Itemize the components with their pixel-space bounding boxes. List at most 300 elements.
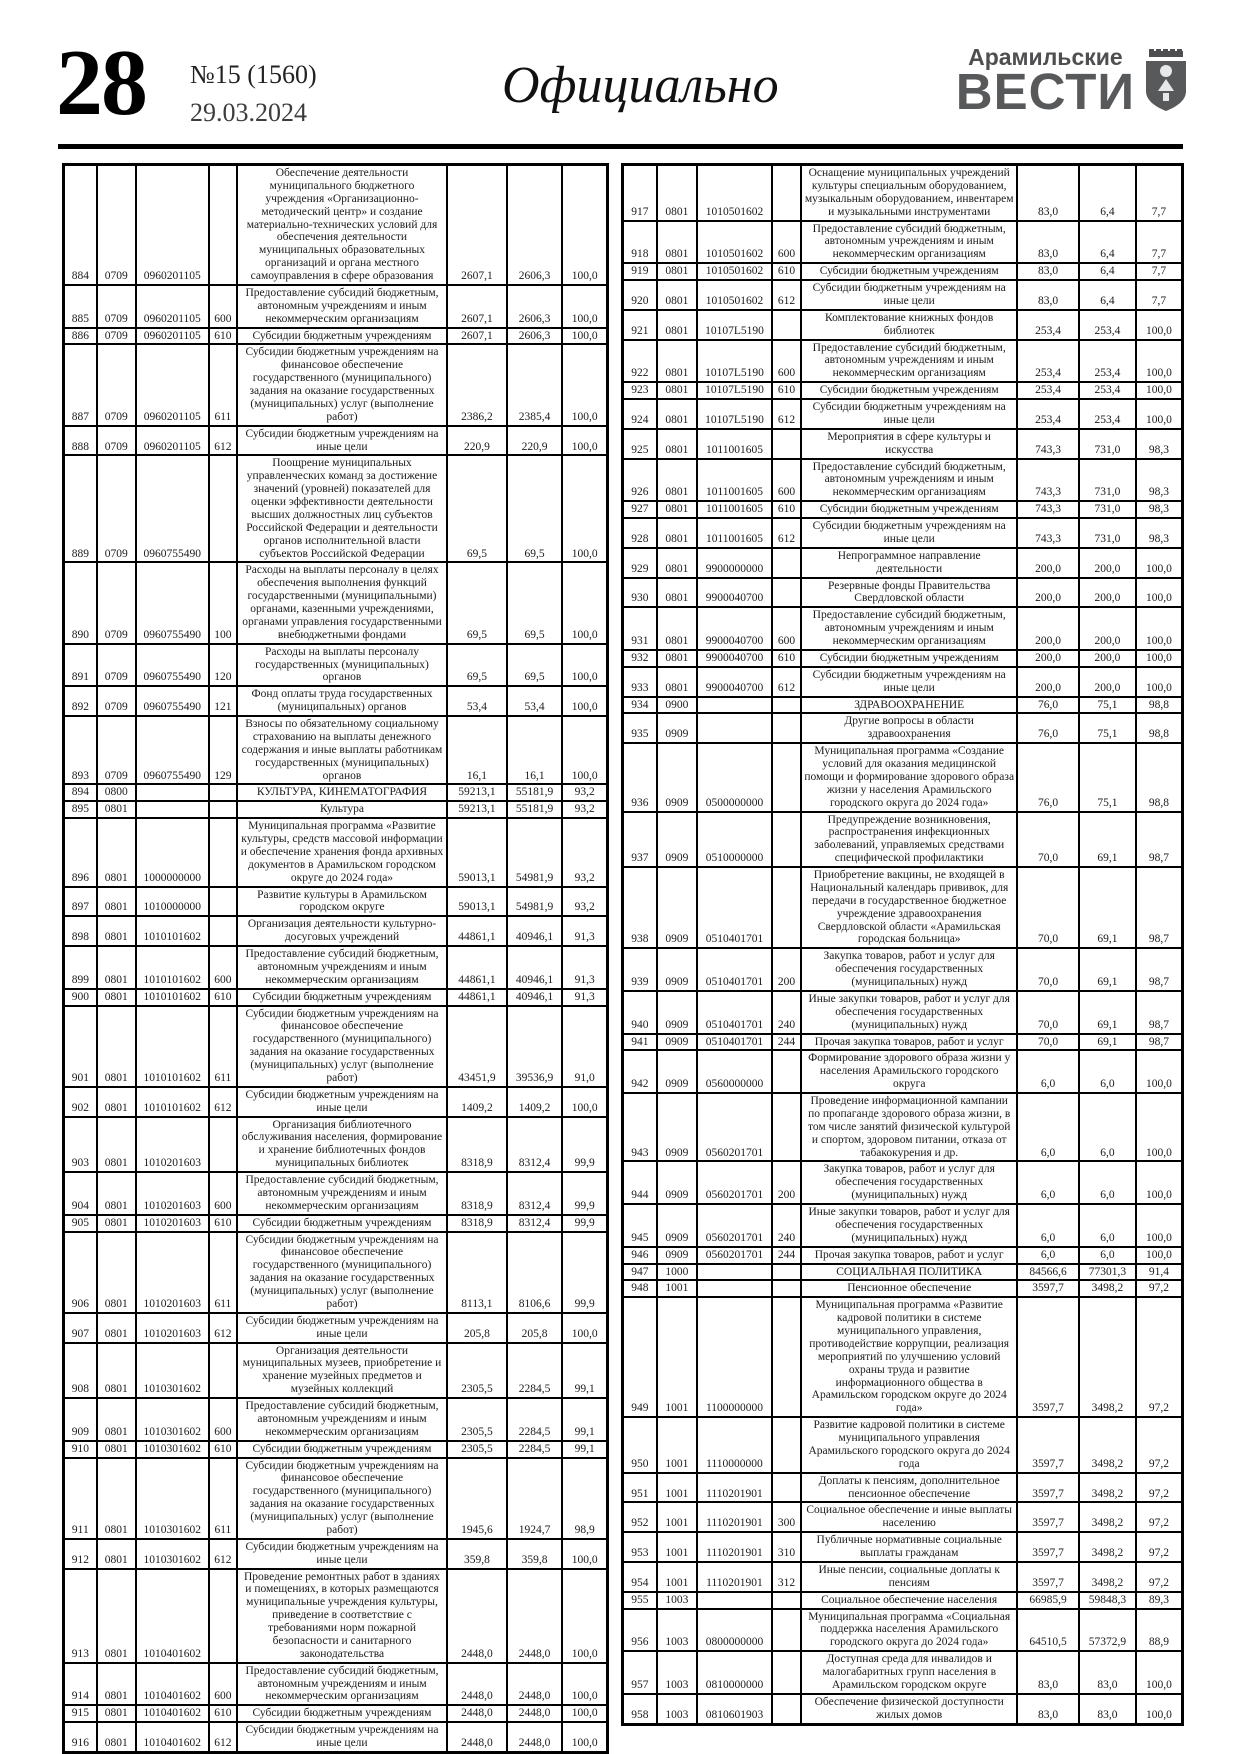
row-number-cell: 906 — [64, 1232, 97, 1313]
section-code-cell: 1003 — [657, 1651, 697, 1694]
percent-cell: 100,0 — [562, 1569, 607, 1663]
row-number-cell: 913 — [64, 1569, 97, 1663]
plan-cell: 66985,9 — [1017, 1592, 1079, 1609]
budget-row — [64, 1722, 608, 1752]
percent-cell: 97,2 — [1136, 1502, 1183, 1532]
expense-type-cell: 610 — [772, 501, 801, 518]
target-article-cell: 1110201901 — [697, 1473, 772, 1503]
name-cell: Прочая закупка товаров, работ и услуг — [801, 1034, 1017, 1051]
target-article-cell: 1010401602 — [136, 1663, 209, 1706]
section-title: Официально — [502, 57, 779, 114]
executed-cell: 731,0 — [1079, 429, 1136, 459]
section-code-cell: 0909 — [657, 948, 697, 991]
left-column — [62, 163, 609, 1754]
expense-type-cell — [772, 1592, 801, 1609]
budget-row — [623, 991, 1183, 1034]
section-code-cell: 1003 — [657, 1592, 697, 1609]
percent-cell: 7,7 — [1136, 221, 1183, 264]
section-code-cell: 0909 — [657, 743, 697, 811]
budget-row — [623, 1532, 1183, 1562]
percent-cell: 7,7 — [1136, 280, 1183, 310]
executed-cell: 200,0 — [1079, 650, 1136, 667]
name-cell: Организация деятельности муниципальных музеев, приобретение и хранение музейных предметов и музейных коллекций — [237, 1343, 447, 1399]
percent-cell: 100,0 — [562, 562, 607, 643]
row-number-cell: 894 — [64, 784, 97, 801]
name-cell: Предоставление субсидий бюджетным, автономным учреждениям и иным некоммерческим организациям — [801, 459, 1017, 502]
budget-row — [64, 1398, 608, 1441]
target-article-cell: 1010201603 — [136, 1232, 209, 1313]
budget-row — [623, 667, 1183, 697]
target-article-cell: 0800000000 — [697, 1609, 772, 1652]
percent-cell: 100,0 — [1136, 1204, 1183, 1247]
row-number-cell: 934 — [623, 697, 657, 714]
section-code-cell: 0801 — [97, 1458, 136, 1539]
name-cell: Предоставление субсидий бюджетным, автономным учреждениям и иным некоммерческим организациям — [237, 1172, 447, 1215]
name-cell: Субсидии бюджетным учреждениям на иные цели — [237, 1539, 447, 1569]
executed-cell: 83,0 — [1079, 1694, 1136, 1724]
executed-cell: 8312,4 — [507, 1215, 562, 1232]
section-code-cell: 0709 — [97, 285, 136, 328]
plan-cell: 6,0 — [1017, 1161, 1079, 1204]
name-cell: Субсидии бюджетным учреждениям — [801, 382, 1017, 399]
name-cell: Комплектование книжных фондов библиотек — [801, 310, 1017, 340]
percent-cell: 100,0 — [562, 1722, 607, 1752]
name-cell: Предоставление субсидий бюджетным, автономным учреждениям и иным некоммерческим организациям — [237, 1398, 447, 1441]
target-article-cell: 9900040700 — [697, 650, 772, 667]
percent-cell: 100,0 — [1136, 1247, 1183, 1264]
percent-cell: 7,7 — [1136, 263, 1183, 280]
plan-cell: 59013,1 — [447, 818, 507, 886]
percent-cell: 100,0 — [562, 165, 607, 285]
issue-number: №15 (1560) — [190, 60, 317, 89]
plan-cell: 200,0 — [1017, 548, 1079, 578]
budget-row — [64, 1087, 608, 1117]
section-code-cell: 0801 — [657, 459, 697, 502]
name-cell: Расходы на выплаты персоналу государственных (муниципальных) органов — [237, 644, 447, 687]
expense-type-cell — [209, 1117, 237, 1173]
executed-cell: 40946,1 — [507, 916, 562, 946]
row-number-cell: 958 — [623, 1694, 657, 1724]
percent-cell: 98,3 — [1136, 459, 1183, 502]
row-number-cell: 884 — [64, 165, 97, 285]
expense-type-cell: 612 — [209, 426, 237, 456]
plan-cell: 70,0 — [1017, 1034, 1079, 1051]
budget-row — [623, 1417, 1183, 1473]
section-code-cell: 0801 — [97, 801, 136, 818]
executed-cell: 69,1 — [1079, 948, 1136, 991]
expense-type-cell: 600 — [772, 607, 801, 650]
name-cell: КУЛЬТУРА, КИНЕМАТОГРАФИЯ — [237, 784, 447, 801]
percent-cell: 100,0 — [1136, 1651, 1183, 1694]
row-number-cell: 948 — [623, 1280, 657, 1297]
plan-cell: 200,0 — [1017, 607, 1079, 650]
name-cell: Предоставление субсидий бюджетным, автономным учреждениям и иным некоммерческим организациям — [801, 221, 1017, 264]
section-code-cell: 0801 — [97, 1398, 136, 1441]
executed-cell: 3498,2 — [1079, 1532, 1136, 1562]
budget-row — [623, 1592, 1183, 1609]
row-number-cell: 900 — [64, 989, 97, 1006]
name-cell: Приобретение вакцины, не входящей в Национальный календарь прививок, для передачи в государственное бюджетное учреждение здравоохранения Свердловской области «Арамильская городская больница» — [801, 867, 1017, 948]
row-number-cell: 902 — [64, 1087, 97, 1117]
percent-cell: 91,3 — [562, 946, 607, 989]
executed-cell: 253,4 — [1079, 310, 1136, 340]
target-article-cell — [136, 784, 209, 801]
row-number-cell: 947 — [623, 1264, 657, 1281]
target-article-cell: 1010101602 — [136, 1006, 209, 1087]
expense-type-cell — [772, 429, 801, 459]
target-article-cell: 0960755490 — [136, 562, 209, 643]
row-number-cell: 938 — [623, 867, 657, 948]
budget-row — [64, 1705, 608, 1722]
plan-cell: 2305,5 — [447, 1441, 507, 1458]
target-article-cell: 1110201901 — [697, 1502, 772, 1532]
executed-cell: 75,1 — [1079, 697, 1136, 714]
section-code-cell: 0801 — [657, 501, 697, 518]
section-code-cell: 0909 — [657, 713, 697, 743]
name-cell: Предоставление субсидий бюджетным, автономным учреждениям и иным некоммерческим организациям — [237, 946, 447, 989]
row-number-cell: 928 — [623, 518, 657, 548]
plan-cell: 83,0 — [1017, 280, 1079, 310]
budget-row — [623, 1264, 1183, 1281]
executed-cell: 69,1 — [1079, 991, 1136, 1034]
budget-row — [623, 650, 1183, 667]
percent-cell: 91,3 — [562, 916, 607, 946]
section-code-cell: 0801 — [657, 518, 697, 548]
target-article-cell: 1010501602 — [697, 221, 772, 264]
section-code-cell: 0801 — [97, 1313, 136, 1343]
section-code-cell: 1001 — [657, 1297, 697, 1417]
row-number-cell: 957 — [623, 1651, 657, 1694]
plan-cell: 83,0 — [1017, 1694, 1079, 1724]
target-article-cell: 1010501602 — [697, 280, 772, 310]
name-cell: Закупка товаров, работ и услуг для обеспечения государственных (муниципальных) нужд — [801, 1161, 1017, 1204]
target-article-cell: 0960755490 — [136, 455, 209, 562]
percent-cell: 100,0 — [1136, 1093, 1183, 1161]
executed-cell: 200,0 — [1079, 607, 1136, 650]
executed-cell: 2448,0 — [507, 1705, 562, 1722]
executed-cell: 16,1 — [507, 716, 562, 784]
row-number-cell: 890 — [64, 562, 97, 643]
executed-cell: 69,1 — [1079, 1034, 1136, 1051]
name-cell: СОЦИАЛЬНАЯ ПОЛИТИКА — [801, 1264, 1017, 1281]
row-number-cell: 954 — [623, 1562, 657, 1592]
budget-row — [64, 1663, 608, 1706]
row-number-cell: 932 — [623, 650, 657, 667]
row-number-cell: 887 — [64, 344, 97, 425]
budget-row — [623, 399, 1183, 429]
expense-type-cell: 610 — [209, 1441, 237, 1458]
budget-row — [623, 165, 1183, 221]
name-cell: Развитие культуры в Арамильском городском округе — [237, 887, 447, 917]
percent-cell: 99,1 — [562, 1441, 607, 1458]
executed-cell: 359,8 — [507, 1539, 562, 1569]
name-cell: Взносы по обязательному социальному страхованию на выплаты денежного содержания и иные выплаты работникам государственных (муниципальных) органов — [237, 716, 447, 784]
percent-cell: 100,0 — [1136, 548, 1183, 578]
row-number-cell: 953 — [623, 1532, 657, 1562]
name-cell: Субсидии бюджетным учреждениям на иные цели — [801, 399, 1017, 429]
row-number-cell: 921 — [623, 310, 657, 340]
section-code-cell: 1001 — [657, 1502, 697, 1532]
plan-cell: 2607,1 — [447, 165, 507, 285]
target-article-cell: 0560201701 — [697, 1247, 772, 1264]
name-cell: Предоставление субсидий бюджетным, автономным учреждениям и иным некоммерческим организациям — [237, 285, 447, 328]
section-code-cell: 0909 — [657, 1050, 697, 1093]
expense-type-cell — [772, 697, 801, 714]
row-number-cell: 886 — [64, 328, 97, 345]
plan-cell: 205,8 — [447, 1313, 507, 1343]
name-cell: Расходы на выплаты персоналу в целях обеспечения выполнения функций государственными (муниципальными) органами, казенными учреждениями, органами управления государственными внебюджетными фондами — [237, 562, 447, 643]
row-number-cell: 917 — [623, 165, 657, 221]
expense-type-cell: 310 — [772, 1532, 801, 1562]
percent-cell: 100,0 — [562, 344, 607, 425]
budget-row — [623, 340, 1183, 383]
budget-row — [64, 455, 608, 562]
target-article-cell: 10107L5190 — [697, 399, 772, 429]
name-cell: Формирование здорового образа жизни у населения Арамильского городского округа — [801, 1050, 1017, 1093]
executed-cell: 3498,2 — [1079, 1473, 1136, 1503]
row-number-cell: 898 — [64, 916, 97, 946]
section-code-cell: 0909 — [657, 1161, 697, 1204]
target-article-cell — [697, 713, 772, 743]
section-code-cell: 0801 — [657, 310, 697, 340]
budget-row — [64, 1006, 608, 1087]
target-article-cell: 1010201603 — [136, 1172, 209, 1215]
plan-cell: 2305,5 — [447, 1398, 507, 1441]
row-number-cell: 946 — [623, 1247, 657, 1264]
row-number-cell: 905 — [64, 1215, 97, 1232]
target-article-cell: 1010101602 — [136, 1087, 209, 1117]
budget-row — [64, 1215, 608, 1232]
section-code-cell: 0909 — [657, 867, 697, 948]
brand-name-bottom: ВЕСТИ — [955, 63, 1135, 120]
section-code-cell: 0709 — [97, 562, 136, 643]
row-number-cell: 911 — [64, 1458, 97, 1539]
section-code-cell: 0709 — [97, 344, 136, 425]
row-number-cell: 931 — [623, 607, 657, 650]
target-article-cell — [697, 1264, 772, 1281]
section-code-cell: 0801 — [657, 221, 697, 264]
percent-cell: 93,2 — [562, 801, 607, 818]
name-cell: Субсидии бюджетным учреждениям на иные цели — [801, 518, 1017, 548]
percent-cell: 100,0 — [562, 285, 607, 328]
section-code-cell: 0709 — [97, 328, 136, 345]
expense-type-cell — [209, 801, 237, 818]
target-article-cell: 1110201901 — [697, 1562, 772, 1592]
target-article-cell: 1010301602 — [136, 1539, 209, 1569]
plan-cell: 253,4 — [1017, 382, 1079, 399]
expense-type-cell: 600 — [209, 285, 237, 328]
percent-cell: 99,9 — [562, 1232, 607, 1313]
section-code-cell: 0801 — [97, 1722, 136, 1752]
target-article-cell: 1110201901 — [697, 1532, 772, 1562]
executed-cell: 6,0 — [1079, 1050, 1136, 1093]
plan-cell: 200,0 — [1017, 667, 1079, 697]
target-article-cell: 0560201701 — [697, 1093, 772, 1161]
name-cell: Субсидии бюджетным учреждениям на финансовое обеспечение государственного (муниципального) задания на оказание государственных (муниципальных) услуг (выполнение работ) — [237, 1006, 447, 1087]
plan-cell: 8318,9 — [447, 1117, 507, 1173]
row-number-cell: 901 — [64, 1006, 97, 1087]
name-cell: Иные закупки товаров, работ и услуг для обеспечения государственных (муниципальных) нужд — [801, 991, 1017, 1034]
name-cell: Обеспечение физической доступности жилых домов — [801, 1694, 1017, 1724]
budget-row — [64, 784, 608, 801]
section-code-cell: 0801 — [97, 1569, 136, 1663]
target-article-cell: 1010401602 — [136, 1705, 209, 1722]
executed-cell: 253,4 — [1079, 340, 1136, 383]
target-article-cell: 1010501602 — [697, 263, 772, 280]
budget-table-right — [621, 163, 1184, 1726]
name-cell: Организация библиотечного обслуживания населения, формирование и хранение библиотечных фондов муниципальных библиотек — [237, 1117, 447, 1173]
executed-cell: 200,0 — [1079, 578, 1136, 608]
executed-cell: 69,5 — [507, 455, 562, 562]
target-article-cell: 0560201701 — [697, 1204, 772, 1247]
plan-cell: 69,5 — [447, 455, 507, 562]
section-code-cell: 0801 — [657, 165, 697, 221]
target-article-cell — [697, 1592, 772, 1609]
expense-type-cell: 129 — [209, 716, 237, 784]
section-code-cell: 0709 — [97, 426, 136, 456]
percent-cell: 98,7 — [1136, 867, 1183, 948]
row-number-cell: 885 — [64, 285, 97, 328]
budget-row — [64, 887, 608, 917]
plan-cell: 83,0 — [1017, 165, 1079, 221]
plan-cell: 76,0 — [1017, 713, 1079, 743]
section-code-cell: 0709 — [97, 716, 136, 784]
plan-cell: 200,0 — [1017, 650, 1079, 667]
target-article-cell: 1000000000 — [136, 818, 209, 886]
row-number-cell: 925 — [623, 429, 657, 459]
brand-text — [955, 44, 1135, 120]
percent-cell: 100,0 — [562, 1539, 607, 1569]
expense-type-cell: 600 — [209, 1663, 237, 1706]
budget-row — [623, 459, 1183, 502]
executed-cell: 200,0 — [1079, 548, 1136, 578]
target-article-cell: 0960755490 — [136, 716, 209, 784]
issue-date: 29.03.2024 — [190, 97, 307, 127]
section-code-cell: 0801 — [657, 548, 697, 578]
expense-type-cell — [772, 578, 801, 608]
expense-type-cell: 612 — [209, 1539, 237, 1569]
budget-row — [623, 382, 1183, 399]
expense-type-cell: 600 — [772, 340, 801, 383]
row-number-cell: 893 — [64, 716, 97, 784]
budget-row — [64, 801, 608, 818]
row-number-cell: 942 — [623, 1050, 657, 1093]
budget-row — [623, 280, 1183, 310]
name-cell: Публичные нормативные социальные выплаты гражданам — [801, 1532, 1017, 1562]
target-article-cell: 1010101602 — [136, 989, 209, 1006]
target-article-cell: 0960201105 — [136, 328, 209, 345]
section-code-cell: 0801 — [97, 1441, 136, 1458]
target-article-cell: 1011001605 — [697, 501, 772, 518]
section-code-cell: 1001 — [657, 1417, 697, 1473]
budget-row — [64, 644, 608, 687]
percent-cell: 100,0 — [1136, 607, 1183, 650]
budget-row — [64, 1117, 608, 1173]
percent-cell: 97,2 — [1136, 1562, 1183, 1592]
budget-row — [623, 221, 1183, 264]
plan-cell: 1945,6 — [447, 1458, 507, 1539]
row-number-cell: 904 — [64, 1172, 97, 1215]
expense-type-cell: 610 — [772, 263, 801, 280]
name-cell: Фонд оплаты труда государственных (муниципальных) органов — [237, 686, 447, 716]
name-cell: Непрограммное направление деятельности — [801, 548, 1017, 578]
target-article-cell: 0810000000 — [697, 1651, 772, 1694]
name-cell: Закупка товаров, работ и услуг для обеспечения государственных (муниципальных) нужд — [801, 948, 1017, 991]
target-article-cell — [697, 697, 772, 714]
percent-cell: 88,9 — [1136, 1609, 1183, 1652]
row-number-cell: 950 — [623, 1417, 657, 1473]
section-code-cell: 0909 — [657, 1034, 697, 1051]
expense-type-cell — [772, 1694, 801, 1724]
section-code-cell: 0801 — [97, 1663, 136, 1706]
section-code-cell: 0801 — [97, 946, 136, 989]
name-cell: Проведение информационной кампании по пропаганде здорового образа жизни, в том числе занятий физической культурой и спортом, здоровом питании, отказа от табакокурения и др. — [801, 1093, 1017, 1161]
name-cell: Мероприятия в сфере культуры и искусства — [801, 429, 1017, 459]
row-number-cell: 933 — [623, 667, 657, 697]
plan-cell: 76,0 — [1017, 697, 1079, 714]
section-code-cell: 0801 — [657, 429, 697, 459]
target-article-cell: 0960201105 — [136, 165, 209, 285]
row-number-cell: 935 — [623, 713, 657, 743]
plan-cell: 70,0 — [1017, 812, 1079, 868]
executed-cell: 2606,3 — [507, 328, 562, 345]
expense-type-cell: 200 — [772, 948, 801, 991]
section-code-cell: 0801 — [657, 340, 697, 383]
executed-cell: 8106,6 — [507, 1232, 562, 1313]
expense-type-cell: 610 — [772, 650, 801, 667]
row-number-cell: 943 — [623, 1093, 657, 1161]
row-number-cell: 941 — [623, 1034, 657, 1051]
section-code-cell: 0801 — [97, 1006, 136, 1087]
percent-cell: 97,2 — [1136, 1532, 1183, 1562]
row-number-cell: 903 — [64, 1117, 97, 1173]
expense-type-cell: 612 — [209, 1087, 237, 1117]
executed-cell: 205,8 — [507, 1313, 562, 1343]
plan-cell: 6,0 — [1017, 1204, 1079, 1247]
name-cell: Субсидии бюджетным учреждениям — [801, 501, 1017, 518]
executed-cell: 8312,4 — [507, 1117, 562, 1173]
executed-cell: 2448,0 — [507, 1569, 562, 1663]
name-cell: Культура — [237, 801, 447, 818]
section-code-cell: 0801 — [97, 1087, 136, 1117]
executed-cell: 731,0 — [1079, 501, 1136, 518]
row-number-cell: 897 — [64, 887, 97, 917]
percent-cell: 99,1 — [562, 1343, 607, 1399]
percent-cell: 97,2 — [1136, 1297, 1183, 1417]
executed-cell: 731,0 — [1079, 459, 1136, 502]
plan-cell: 70,0 — [1017, 948, 1079, 991]
target-article-cell: 9900040700 — [697, 607, 772, 650]
row-number-cell: 907 — [64, 1313, 97, 1343]
right-column — [621, 163, 1184, 1726]
name-cell: Субсидии бюджетным учреждениям — [801, 650, 1017, 667]
budget-row — [623, 310, 1183, 340]
target-article-cell: 1010201603 — [136, 1215, 209, 1232]
row-number-cell: 895 — [64, 801, 97, 818]
plan-cell: 200,0 — [1017, 578, 1079, 608]
plan-cell: 70,0 — [1017, 867, 1079, 948]
budget-row — [64, 165, 608, 285]
executed-cell: 2385,4 — [507, 344, 562, 425]
section-code-cell: 0801 — [97, 1539, 136, 1569]
expense-type-cell — [772, 1050, 801, 1093]
expense-type-cell — [772, 1264, 801, 1281]
target-article-cell: 1010301602 — [136, 1398, 209, 1441]
plan-cell: 8113,1 — [447, 1232, 507, 1313]
budget-row — [623, 1651, 1183, 1694]
executed-cell: 83,0 — [1079, 1651, 1136, 1694]
section-code-cell: 0801 — [97, 989, 136, 1006]
